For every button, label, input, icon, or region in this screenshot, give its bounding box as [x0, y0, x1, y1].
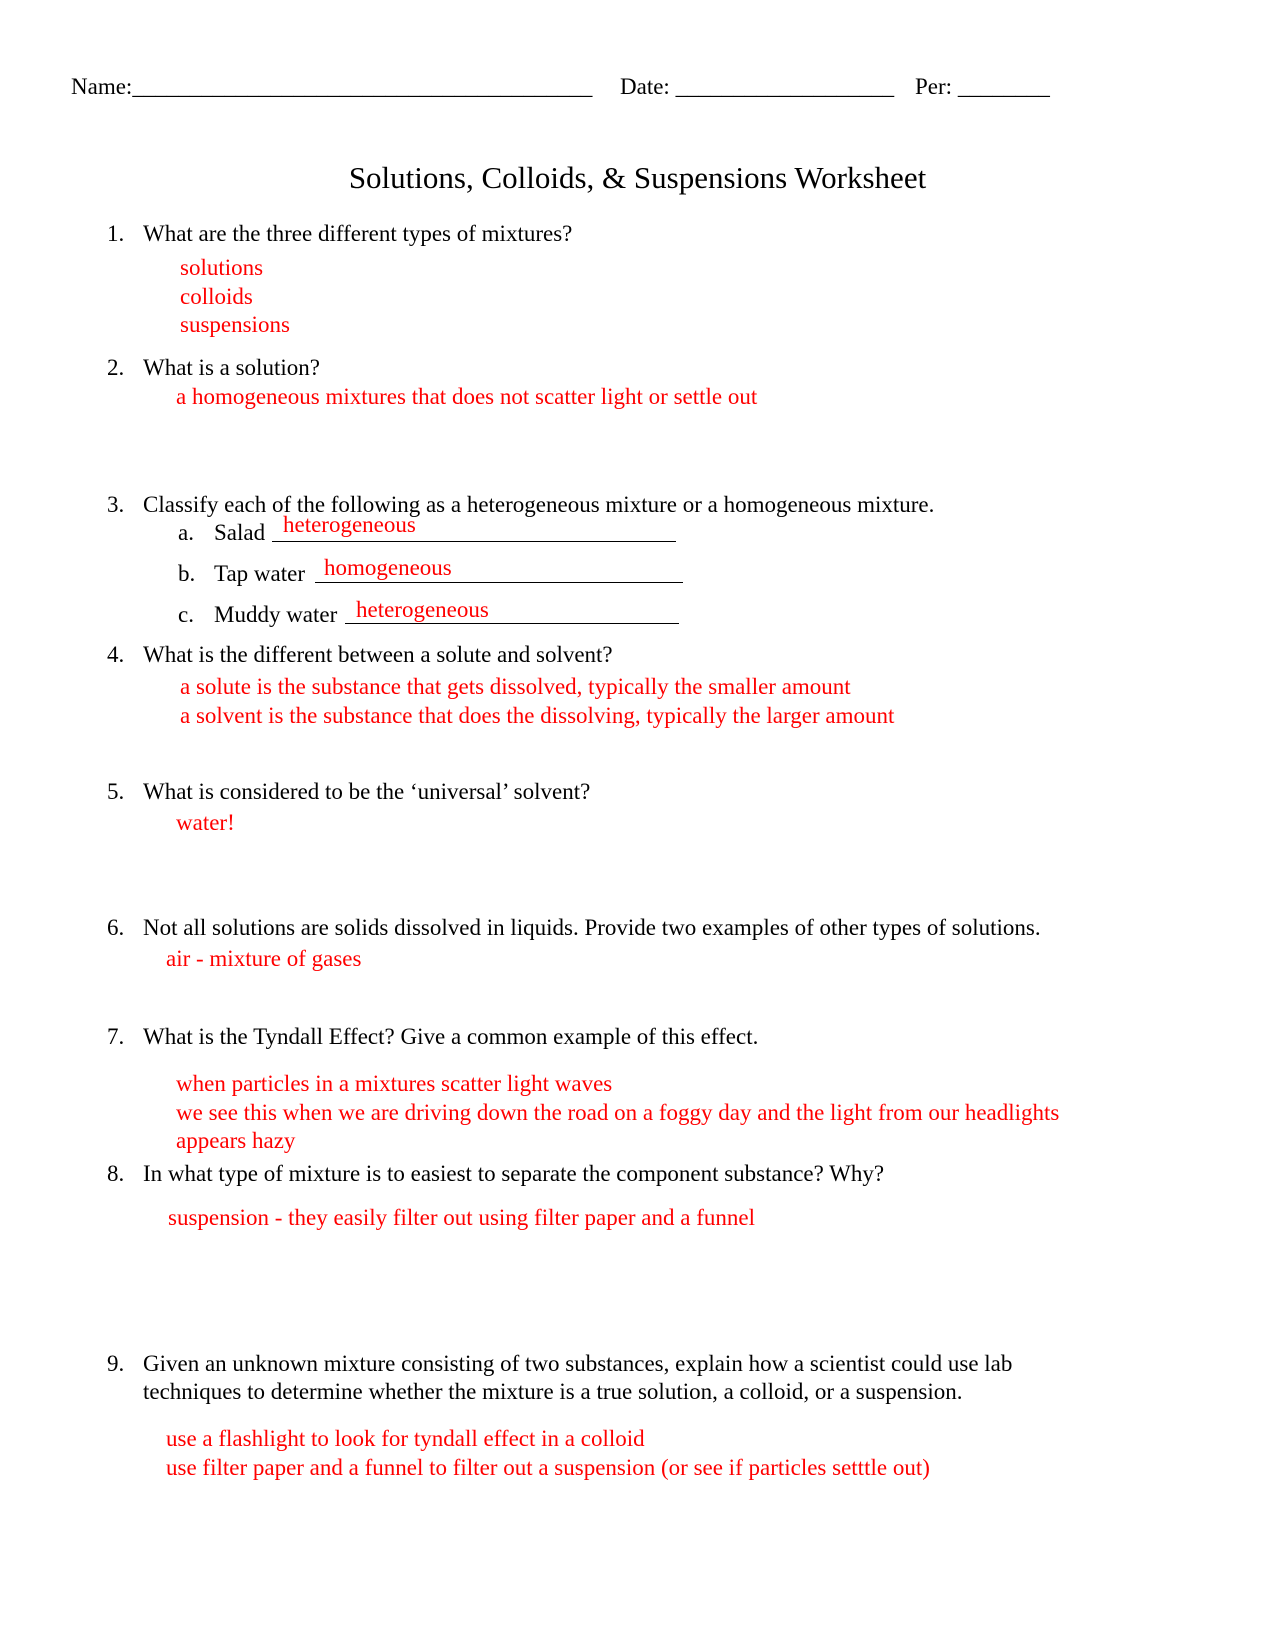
answer-blank[interactable] [315, 582, 683, 583]
answer-blank[interactable] [272, 541, 676, 542]
answer-line: appears hazy [176, 1128, 296, 1153]
question-number: 3. [107, 492, 125, 517]
question-number: 8. [107, 1161, 125, 1186]
answer-blank[interactable] [345, 623, 679, 624]
answer-line: suspensions [180, 312, 290, 337]
answer-line: when particles in a mixtures scatter light waves [176, 1071, 613, 1096]
question-text: What is considered to be the ‘universal’ solvent? [143, 779, 591, 804]
answer-line: water! [176, 810, 235, 835]
item-answer: homogeneous [324, 555, 452, 580]
answer-line: a homogeneous mixtures that does not scatter light or settle out [176, 384, 758, 409]
answer-line: we see this when we are driving down the road on a foggy day and the light from our headlights [176, 1100, 1060, 1125]
answer-line: air - mixture of gases [166, 946, 362, 971]
question-text: What is a solution? [143, 355, 320, 380]
item-label: Salad [214, 520, 266, 545]
question-number: 9. [107, 1351, 125, 1376]
question-number: 5. [107, 779, 125, 804]
item-letter: b. [178, 561, 196, 586]
per-label: Per: [915, 74, 953, 99]
name-blank[interactable]: ________________________________________ [132, 74, 593, 99]
question-text: In what type of mixture is to easiest to separate the component substance? Why? [143, 1161, 885, 1186]
question-text: Not all solutions are solids dissolved in liquids. Provide two examples of other types of solutions. [143, 915, 1041, 940]
item-label: Muddy water [214, 602, 338, 627]
name-label: Name: [71, 74, 133, 99]
item-letter: a. [178, 520, 194, 545]
question-text: Given an unknown mixture consisting of two substances, explain how a scientist could use lab [143, 1351, 1013, 1376]
question-text: What is the different between a solute and solvent? [143, 642, 613, 667]
answer-line: suspension - they easily filter out using filter paper and a funnel [168, 1205, 755, 1230]
question-number: 6. [107, 915, 125, 940]
answer-line: a solute is the substance that gets dissolved, typically the smaller amount [180, 674, 851, 699]
question-text-continued: techniques to determine whether the mixture is a true solution, a colloid, or a suspension. [143, 1379, 963, 1404]
question-number: 2. [107, 355, 125, 380]
page-title: Solutions, Colloids, & Suspensions Worksheet [348, 160, 927, 195]
item-letter: c. [178, 602, 194, 627]
item-answer: heterogeneous [283, 512, 416, 537]
period-field[interactable] [915, 74, 1050, 100]
question-1 [107, 221, 124, 247]
answer-line: solutions [180, 255, 264, 280]
name-field[interactable] [71, 74, 592, 100]
item-answer: heterogeneous [356, 597, 489, 622]
question-number: 7. [107, 1024, 125, 1049]
answer-line: use a flashlight to look for tyndall effect in a colloid [166, 1426, 645, 1451]
question-text: Classify each of the following as a heterogeneous mixture or a homogeneous mixture. [143, 492, 935, 517]
question-text: What is the Tyndall Effect? Give a common example of this effect. [143, 1024, 759, 1049]
item-label: Tap water [214, 561, 305, 586]
question-number: 1. [107, 221, 125, 246]
answer-line: a solvent is the substance that does the dissolving, typically the larger amount [180, 703, 895, 728]
per-blank[interactable]: ________ [957, 74, 1050, 99]
answer-line: colloids [180, 284, 253, 309]
answer-line: use filter paper and a funnel to filter out a suspension (or see if particles setttle out) [166, 1455, 930, 1480]
date-label: Date: [620, 74, 670, 99]
question-text: What are the three different types of mixtures? [143, 221, 573, 246]
date-field[interactable] [620, 74, 894, 100]
question-number: 4. [107, 642, 125, 667]
date-blank[interactable]: ___________________ [675, 74, 895, 99]
